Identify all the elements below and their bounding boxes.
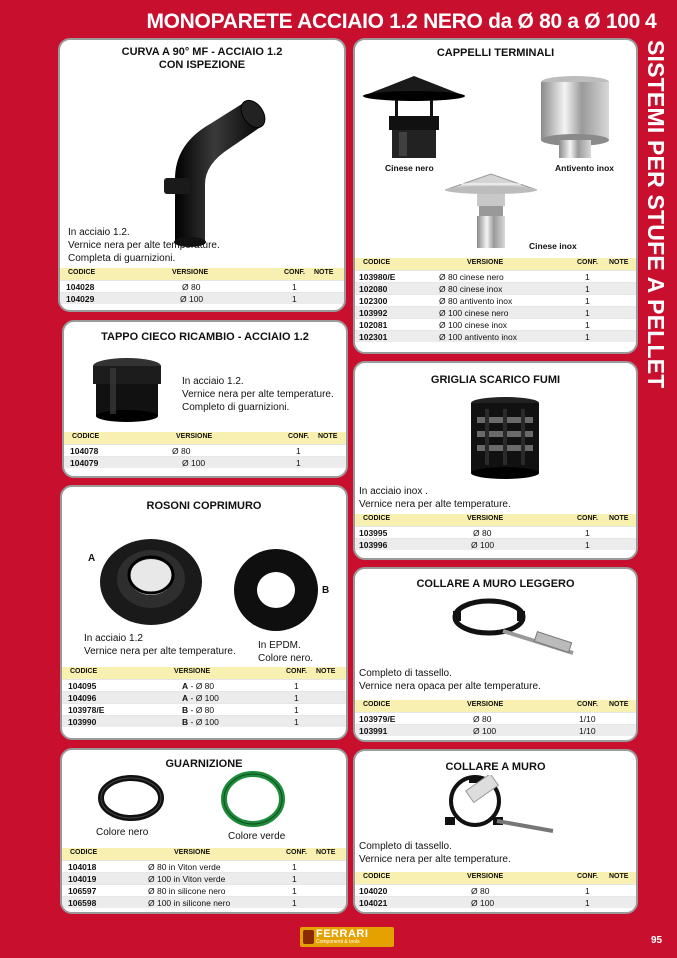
table-row: 103991 Ø 100 1/10 bbox=[355, 724, 636, 736]
desc-rosone-a: In acciaio 1.2 Vernice nera per alte temperature. bbox=[84, 633, 236, 657]
caption-green-gasket: Colore verde bbox=[228, 831, 286, 842]
table-row: 104020 Ø 80 1 bbox=[355, 884, 636, 896]
table-row: 102081 Ø 100 cinese inox 1 bbox=[355, 318, 636, 330]
table-row: 102300 Ø 80 antivento inox 1 bbox=[355, 294, 636, 306]
card-guarnizione bbox=[60, 748, 348, 914]
table-header: CODICE VERSIONE CONF. NOTE bbox=[355, 872, 636, 884]
table-header: CODICE VERSIONE CONF. NOTE bbox=[62, 667, 346, 679]
card-rosoni bbox=[60, 485, 348, 740]
card-title-curva: CURVA A 90° MF - ACCIAIO 1.2 CON ISPEZIONE bbox=[121, 46, 283, 71]
rosone-b-image bbox=[232, 547, 320, 633]
table-row: 102080 Ø 80 cinese inox 1 bbox=[355, 282, 636, 294]
table-row: 103996 Ø 100 1 bbox=[355, 538, 636, 550]
logo-subtitle: Componenti & tools bbox=[316, 939, 360, 945]
card-tappo bbox=[62, 320, 348, 478]
cap-image bbox=[90, 356, 164, 422]
table-cappelli bbox=[355, 258, 636, 342]
table-row: 106598 Ø 100 in silicone nero 1 bbox=[62, 896, 346, 908]
table-header: CODICE VERSIONE CONF. NOTE bbox=[60, 268, 344, 280]
table-collare bbox=[355, 872, 636, 908]
elbow-pipe-image bbox=[150, 84, 280, 249]
desc-rosone-b: In EPDM. Colore nero. bbox=[258, 640, 314, 664]
desc-tappo: In acciaio 1.2. Vernice nera per alte temperature. Completo di guarnizioni. bbox=[182, 376, 334, 413]
table-row: 104095 A - Ø 80 1 bbox=[62, 679, 346, 691]
side-title-text: SISTEMI PER STUFE A PELLET bbox=[643, 40, 669, 389]
card-title-griglia: GRIGLIA SCARICO FUMI bbox=[430, 374, 561, 386]
side-title bbox=[643, 40, 673, 400]
table-curva bbox=[60, 268, 344, 304]
table-row: 104029 Ø 100 1 bbox=[60, 292, 344, 304]
table-row: 106597 Ø 80 in silicone nero 1 bbox=[62, 884, 346, 896]
table-rosoni bbox=[62, 667, 346, 727]
label-a: A bbox=[88, 553, 96, 564]
caption-chinese-inox: Cinese inox bbox=[529, 241, 577, 251]
page-title: MONOPARETE ACCIAIO 1.2 NERO da Ø 80 a Ø 100 bbox=[146, 10, 640, 33]
table-row: 104079 Ø 100 1 bbox=[64, 456, 346, 468]
table-row: 104028 Ø 80 1 bbox=[60, 280, 344, 292]
caption-chinese-black: Cinese nero bbox=[385, 163, 434, 173]
table-row: 103980/E Ø 80 cinese nero 1 bbox=[355, 270, 636, 282]
table-tappo bbox=[64, 432, 346, 468]
table-header: CODICE VERSIONE CONF. NOTE bbox=[355, 700, 636, 712]
card-title-rosoni: ROSONI COPRIMURO bbox=[146, 500, 262, 512]
table-row: 104021 Ø 100 1 bbox=[355, 896, 636, 908]
wall-bracket-image bbox=[439, 775, 559, 837]
card-collare bbox=[353, 749, 638, 914]
card-collare-leggero bbox=[353, 567, 638, 742]
black-gasket-image bbox=[98, 774, 164, 822]
table-row: 103992 Ø 100 cinese nero 1 bbox=[355, 306, 636, 318]
table-header: CODICE VERSIONE CONF. NOTE bbox=[64, 432, 346, 444]
table-row: 104078 Ø 80 1 bbox=[64, 444, 346, 456]
table-row: 103995 Ø 80 1 bbox=[355, 526, 636, 538]
smoke-grill-image bbox=[467, 395, 543, 481]
table-collare-leggero bbox=[355, 700, 636, 736]
anti-wind-cap-image bbox=[537, 74, 613, 162]
caption-black-gasket: Colore nero bbox=[96, 827, 149, 838]
label-b: B bbox=[322, 585, 330, 596]
logo-mark-icon bbox=[303, 930, 314, 944]
card-title-collare-leggero: COLLARE A MURO LEGGERO bbox=[416, 578, 575, 590]
card-title-cappelli: CAPPELLI TERMINALI bbox=[436, 47, 555, 59]
table-guarnizione bbox=[62, 848, 346, 908]
table-header: CODICE VERSIONE CONF. NOTE bbox=[355, 514, 636, 526]
logo-text: FERRARI bbox=[316, 928, 369, 940]
ferrari-logo bbox=[300, 927, 394, 947]
chinese-cap-inox-image bbox=[441, 170, 541, 254]
table-row: 104019 Ø 100 in Viton verde 1 bbox=[62, 872, 346, 884]
table-row: 103978/E B - Ø 80 1 bbox=[62, 703, 346, 715]
page-number: 95 bbox=[651, 935, 663, 946]
desc-griglia: In acciaio inox . Vernice nera per alte temperature. bbox=[359, 486, 511, 510]
desc-collare-leggero: Completo di tassello. Vernice nera opaca per alte temperature. bbox=[359, 668, 541, 692]
table-row: 103979/E Ø 80 1/10 bbox=[355, 712, 636, 724]
caption-anti-wind: Antivento inox bbox=[555, 163, 615, 173]
card-griglia bbox=[353, 361, 638, 560]
table-griglia bbox=[355, 514, 636, 550]
card-title-tappo: TAPPO CIECO RICAMBIO - ACCIAIO 1.2 bbox=[101, 331, 309, 343]
card-cappelli bbox=[353, 38, 638, 354]
rosone-a-image bbox=[98, 537, 204, 627]
table-row: 104096 A - Ø 100 1 bbox=[62, 691, 346, 703]
table-header: CODICE VERSIONE CONF. NOTE bbox=[62, 848, 346, 860]
table-row: 104018 Ø 80 in Viton verde 1 bbox=[62, 860, 346, 872]
table-row: 103990 B - Ø 100 1 bbox=[62, 715, 346, 727]
card-title-collare: COLLARE A MURO bbox=[445, 761, 546, 773]
chinese-cap-black-image bbox=[359, 70, 469, 162]
desc-collare: Completo di tassello. Vernice nera per alte temperature. bbox=[359, 841, 511, 865]
table-row: 102301 Ø 100 antivento inox 1 bbox=[355, 330, 636, 342]
light-wall-bracket-image bbox=[443, 593, 593, 665]
card-curva bbox=[58, 38, 346, 312]
section-number: 4 bbox=[645, 10, 657, 33]
green-gasket-image bbox=[220, 770, 286, 828]
desc-curva: In acciaio 1.2. Vernice nera per alte temperature. Completa di guarnizioni. bbox=[68, 227, 220, 264]
card-title-guarnizione: GUARNIZIONE bbox=[165, 758, 243, 770]
table-header: CODICE VERSIONE CONF. NOTE bbox=[355, 258, 636, 270]
